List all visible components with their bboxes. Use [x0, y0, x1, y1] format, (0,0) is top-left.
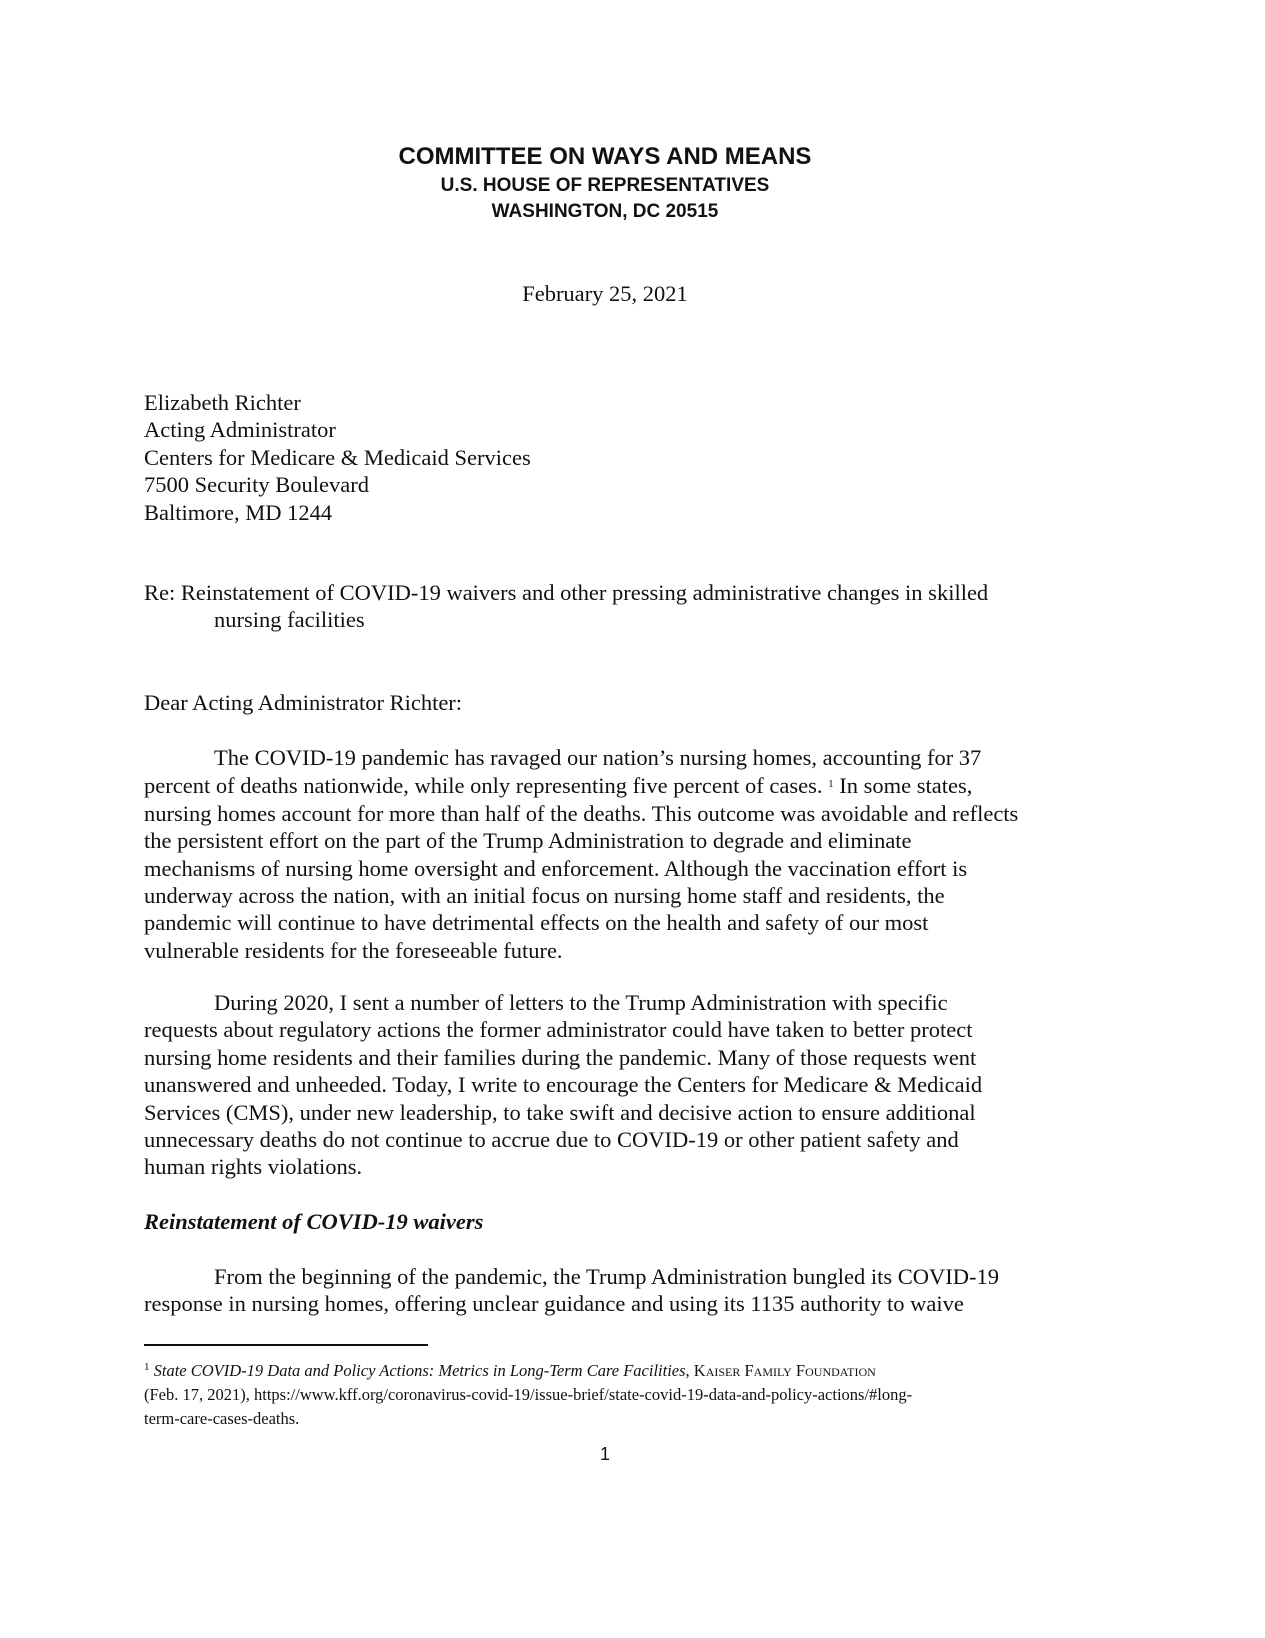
recipient-line: Acting Administrator — [144, 417, 336, 443]
paragraph-line: the persistent effort on the part of the Trump Administration to degrade and eliminate — [144, 828, 912, 854]
recipient-line: 7500 Security Boulevard — [144, 472, 369, 498]
paragraph-line: vulnerable residents for the foreseeable future. — [144, 937, 563, 963]
footnote-reference[interactable]: 1 — [828, 778, 834, 791]
letterhead-house: U.S. HOUSE OF REPRESENTATIVES — [440, 175, 770, 196]
salutation: Dear Acting Administrator Richter: — [144, 690, 463, 715]
paragraph-line: The COVID-19 pandemic has ravaged our nation’s nursing homes, accounting for 37 — [214, 745, 982, 770]
subject-text: nursing facilities — [214, 607, 365, 633]
recipient-line: Centers for Medicare & Medicaid Services — [144, 444, 531, 470]
paragraph-line: requests about regulatory actions the former administrator could have taken to better protect — [144, 1017, 973, 1043]
page-number: 1 — [599, 1444, 610, 1464]
footnote-title: State COVID-19 Data and Policy Actions: Metrics in Long-Term Care Facilities — [153, 1361, 686, 1380]
paragraph-2 — [144, 989, 982, 1181]
letterhead-committee: COMMITTEE ON WAYS AND MEANS — [398, 143, 812, 170]
section-heading: Reinstatement of COVID-19 waivers — [144, 1209, 484, 1234]
paragraph-line: response in nursing homes, offering unclear guidance and using its 1135 authority to waive — [144, 1291, 964, 1317]
text: percent of deaths nationwide, while only representing five percent of cases. — [144, 773, 823, 799]
paragraph-line: From the beginning of the pandemic, the Trump Administration bungled its COVID-19 — [214, 1264, 999, 1289]
footnote-separator — [144, 1344, 428, 1346]
text: In some states, — [839, 773, 973, 799]
paragraph-line: underway across the nation, with an initial focus on nursing home staff and residents, the — [144, 883, 945, 909]
recipient-line: Baltimore, MD 1244 — [144, 499, 333, 525]
footnote — [144, 1355, 912, 1431]
paragraph-line: nursing home residents and their families during the pandemic. Many of those requests went — [144, 1044, 977, 1070]
paragraph-3 — [144, 1263, 999, 1318]
recipient-line: Elizabeth Richter — [144, 390, 301, 415]
footnote-source: Kaiser Family Foundation — [693, 1361, 876, 1380]
paragraph-line — [144, 771, 1018, 799]
paragraph-line: nursing homes account for more than half of the deaths. This outcome was avoidable and reflects — [144, 800, 1019, 826]
paragraph-line: unanswered and unheeded. Today, I write to encourage the Centers for Medicare & Medicaid — [144, 1072, 983, 1098]
letter-date: February 25, 2021 — [522, 281, 688, 306]
subject-line — [144, 579, 988, 634]
paragraph-line: unnecessary deaths do not continue to accrue due to COVID-19 or other patient safety and — [144, 1127, 959, 1153]
footnote-number: 1 — [144, 1361, 150, 1373]
paragraph-line: Services (CMS), under new leadership, to take swift and decisive action to ensure additional — [144, 1099, 976, 1125]
paragraph-line: mechanisms of nursing home oversight and enforcement. Although the vaccination effort is — [144, 855, 968, 881]
subject-text: Re: Reinstatement of COVID-19 waivers and other pressing administrative changes in skilled — [144, 580, 989, 605]
letterhead-address: WASHINGTON, DC 20515 — [491, 201, 719, 222]
footnote-link-cont[interactable]: term-care-cases-deaths. — [144, 1409, 300, 1428]
footnote-link[interactable]: (Feb. 17, 2021), https://www.kff.org/coronavirus-covid-19/issue-brief/state-covid-19-data-and-policy-actions/#long- — [144, 1385, 913, 1404]
paragraph-line: human rights violations. — [144, 1154, 363, 1180]
paragraph-1 — [144, 744, 1018, 964]
paragraph-line: pandemic will continue to have detrimental effects on the health and safety of our most — [144, 910, 929, 936]
recipient-address — [144, 389, 531, 526]
paragraph-line: During 2020, I sent a number of letters to the Trump Administration with specific — [214, 990, 948, 1015]
footnote-line: $^1$ State COVID-19 Data and Policy Actions: Metrics in Long-Term Care Facilities, Kaiser Family Foundation — [144, 1361, 876, 1380]
